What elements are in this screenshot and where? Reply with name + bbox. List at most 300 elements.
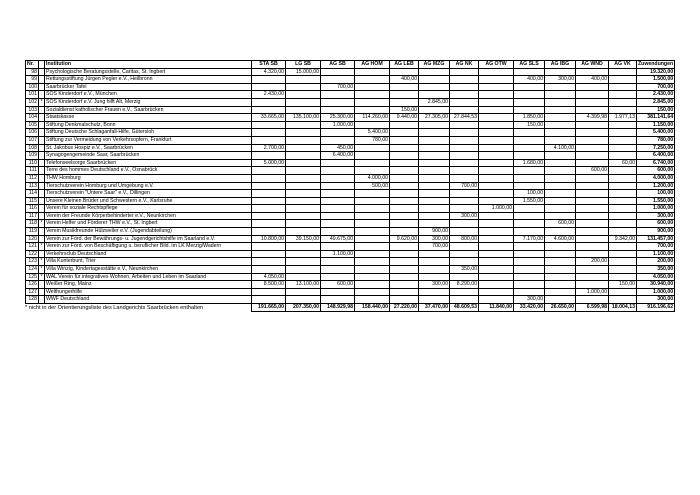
amount-cell bbox=[479, 167, 514, 175]
table-row bbox=[26, 235, 675, 243]
amount-cell bbox=[450, 296, 479, 304]
row-number: 112 bbox=[26, 174, 39, 182]
amount-cell bbox=[355, 68, 390, 76]
amount-cell: 33.665,00 bbox=[252, 114, 286, 122]
total-cell: 131.457,00 bbox=[637, 235, 675, 243]
amount-cell bbox=[390, 281, 419, 289]
column-header: LG SB bbox=[286, 61, 321, 69]
amount-cell: 300,00 bbox=[514, 296, 545, 304]
total-cell: 1.500,00 bbox=[637, 76, 675, 84]
row-number: 106 bbox=[26, 129, 39, 137]
column-total: 191.665,00 bbox=[252, 304, 286, 312]
total-cell: 200,00 bbox=[637, 258, 675, 266]
amount-cell bbox=[321, 266, 355, 274]
amount-cell bbox=[252, 129, 286, 137]
amount-cell bbox=[355, 152, 390, 160]
table-row bbox=[26, 273, 675, 281]
amount-cell bbox=[321, 212, 355, 220]
amount-cell bbox=[545, 136, 576, 144]
table-row bbox=[26, 68, 675, 76]
row-number: 118 bbox=[26, 220, 39, 228]
amount-cell bbox=[545, 266, 576, 274]
amount-cell bbox=[321, 106, 355, 114]
table-row bbox=[26, 91, 675, 99]
amount-cell: 1.850,00 bbox=[514, 114, 545, 122]
total-cell: 6.400,00 bbox=[637, 152, 675, 160]
table-row bbox=[26, 243, 675, 251]
amount-cell bbox=[355, 220, 390, 228]
amount-cell bbox=[252, 220, 286, 228]
amount-cell bbox=[576, 136, 609, 144]
amount-cell bbox=[514, 258, 545, 266]
amount-cell: 600,00 bbox=[545, 220, 576, 228]
amount-cell bbox=[479, 235, 514, 243]
amount-cell bbox=[479, 190, 514, 198]
total-cell: 900,00 bbox=[637, 228, 675, 236]
amount-cell bbox=[355, 228, 390, 236]
amount-cell bbox=[576, 296, 609, 304]
amount-cell bbox=[479, 273, 514, 281]
column-header: AG LEB bbox=[390, 61, 419, 69]
row-number: 128 bbox=[26, 296, 39, 304]
amount-cell bbox=[450, 144, 479, 152]
amount-cell: 49.675,00 bbox=[321, 235, 355, 243]
amount-cell bbox=[576, 68, 609, 76]
amount-cell bbox=[321, 68, 355, 76]
row-number: 122 bbox=[26, 250, 39, 258]
amount-cell bbox=[252, 197, 286, 205]
amount-cell bbox=[252, 258, 286, 266]
amount-cell bbox=[286, 205, 321, 213]
amount-cell bbox=[390, 296, 419, 304]
amount-cell bbox=[390, 197, 419, 205]
amount-cell bbox=[576, 243, 609, 251]
amount-cell bbox=[609, 83, 637, 91]
amount-cell bbox=[545, 167, 576, 175]
amount-cell bbox=[545, 273, 576, 281]
amount-cell bbox=[479, 228, 514, 236]
amount-cell bbox=[321, 296, 355, 304]
amount-cell bbox=[355, 212, 390, 220]
amount-cell bbox=[321, 205, 355, 213]
amount-cell bbox=[514, 182, 545, 190]
amount-cell: 900,00 bbox=[419, 228, 450, 236]
amount-cell bbox=[355, 266, 390, 274]
row-number: 99 bbox=[26, 76, 39, 84]
amount-cell bbox=[576, 235, 609, 243]
amount-cell bbox=[545, 152, 576, 160]
footnote-marker: * bbox=[40, 258, 43, 265]
amount-cell bbox=[609, 174, 637, 182]
amount-cell: 700,00 bbox=[450, 182, 479, 190]
amount-cell bbox=[419, 288, 450, 296]
table-row bbox=[26, 288, 675, 296]
amount-cell bbox=[450, 152, 479, 160]
amount-cell bbox=[514, 288, 545, 296]
amount-cell bbox=[609, 182, 637, 190]
institution-name: Saarbrücker Tafel bbox=[45, 83, 252, 91]
table-row bbox=[26, 266, 675, 274]
amount-cell bbox=[286, 174, 321, 182]
amount-cell bbox=[252, 266, 286, 274]
amount-cell bbox=[419, 197, 450, 205]
institution-name: Stiftung zur Vermeidung von Verkehrsopfern, Frankfurt bbox=[45, 136, 252, 144]
amount-cell: 780,00 bbox=[355, 136, 390, 144]
amount-cell bbox=[545, 114, 576, 122]
amount-cell bbox=[514, 243, 545, 251]
amount-cell bbox=[576, 212, 609, 220]
amount-cell bbox=[286, 266, 321, 274]
amount-cell bbox=[390, 190, 419, 198]
amount-cell bbox=[609, 205, 637, 213]
total-cell: 6.740,00 bbox=[637, 159, 675, 167]
amount-cell bbox=[390, 136, 419, 144]
amount-cell: 8.500,00 bbox=[252, 281, 286, 289]
total-cell: 1.000,00 bbox=[637, 288, 675, 296]
amount-cell bbox=[419, 91, 450, 99]
table-row bbox=[26, 159, 675, 167]
amount-cell bbox=[419, 273, 450, 281]
amount-cell bbox=[390, 174, 419, 182]
amount-cell: 600,00 bbox=[576, 167, 609, 175]
total-cell: 7.250,00 bbox=[637, 144, 675, 152]
amount-cell bbox=[355, 159, 390, 167]
amount-cell bbox=[479, 296, 514, 304]
amount-cell: 1.977,13 bbox=[609, 114, 637, 122]
amount-cell bbox=[321, 136, 355, 144]
total-cell: 1.100,00 bbox=[637, 250, 675, 258]
amount-cell bbox=[479, 144, 514, 152]
amount-cell bbox=[576, 174, 609, 182]
amount-cell bbox=[450, 190, 479, 198]
institution-name: SOS Kinderdorf e.V. Jung hilft Alt, Merzig bbox=[45, 98, 252, 106]
row-number: 120 bbox=[26, 235, 39, 243]
column-header: AG SB bbox=[321, 61, 355, 69]
amount-cell: 10.800,00 bbox=[252, 235, 286, 243]
amount-cell bbox=[321, 288, 355, 296]
amount-cell bbox=[514, 212, 545, 220]
amount-cell bbox=[419, 68, 450, 76]
amount-cell bbox=[576, 197, 609, 205]
institution-name: Verein Musikfreunde Hülzweiler e.V. (Jugendabteilung) bbox=[45, 228, 252, 236]
amount-cell bbox=[252, 190, 286, 198]
column-header: Institution bbox=[45, 61, 252, 69]
amount-cell: 39.150,00 bbox=[286, 235, 321, 243]
amount-cell bbox=[545, 98, 576, 106]
amount-cell: 2.430,00 bbox=[252, 91, 286, 99]
amount-cell bbox=[286, 98, 321, 106]
amount-cell: 300,00 bbox=[450, 212, 479, 220]
amount-cell bbox=[576, 182, 609, 190]
amount-cell bbox=[450, 68, 479, 76]
amount-cell bbox=[390, 288, 419, 296]
amount-cell bbox=[450, 197, 479, 205]
table-row bbox=[26, 258, 675, 266]
amount-cell bbox=[390, 250, 419, 258]
amount-cell bbox=[514, 152, 545, 160]
table-row bbox=[26, 121, 675, 129]
amount-cell bbox=[514, 144, 545, 152]
row-number: 119 bbox=[26, 228, 39, 236]
institution-name: Verein der Freunde Körperbehinderter e.V., Neunkirchen bbox=[45, 212, 252, 220]
amount-cell bbox=[419, 258, 450, 266]
table-row bbox=[26, 136, 675, 144]
amount-cell bbox=[545, 281, 576, 289]
row-number: 121 bbox=[26, 243, 39, 251]
amount-cell bbox=[321, 167, 355, 175]
amount-cell: 400,00 bbox=[390, 76, 419, 84]
institution-name: Tierschutzverein "Untere Saar" e.V., Dillingen bbox=[45, 190, 252, 198]
amount-cell bbox=[609, 228, 637, 236]
amount-cell bbox=[609, 129, 637, 137]
amount-cell: 60,00 bbox=[609, 159, 637, 167]
amount-cell bbox=[514, 250, 545, 258]
amount-cell: 27.305,00 bbox=[419, 114, 450, 122]
table-row bbox=[26, 220, 675, 228]
column-total: 11.840,00 bbox=[479, 304, 514, 312]
amount-cell: 300,00 bbox=[419, 281, 450, 289]
total-cell: 700,00 bbox=[637, 83, 675, 91]
amount-cell: 4.100,00 bbox=[545, 144, 576, 152]
institution-name: Verkehrsclub Deutschland bbox=[45, 250, 252, 258]
table-row bbox=[26, 98, 675, 106]
amount-cell bbox=[390, 258, 419, 266]
amount-cell bbox=[419, 212, 450, 220]
amount-cell bbox=[419, 220, 450, 228]
amount-cell bbox=[419, 174, 450, 182]
amount-cell: 1.100,00 bbox=[321, 250, 355, 258]
amount-cell bbox=[479, 197, 514, 205]
amount-cell bbox=[286, 197, 321, 205]
amount-cell bbox=[514, 273, 545, 281]
amount-cell bbox=[286, 182, 321, 190]
amount-cell bbox=[390, 266, 419, 274]
amount-cell bbox=[479, 76, 514, 84]
amount-cell bbox=[321, 190, 355, 198]
table-row bbox=[26, 83, 675, 91]
amount-cell bbox=[286, 129, 321, 137]
total-cell: 5.400,00 bbox=[637, 129, 675, 137]
institution-name: WWF Deutschland bbox=[45, 296, 252, 304]
amount-cell bbox=[576, 83, 609, 91]
amount-cell bbox=[609, 220, 637, 228]
total-cell: 350,00 bbox=[637, 266, 675, 274]
amount-cell bbox=[450, 250, 479, 258]
row-number: 123 bbox=[26, 258, 39, 266]
amount-cell: 400,00 bbox=[576, 76, 609, 84]
amount-cell: 13.100,00 bbox=[286, 281, 321, 289]
total-cell: 30.940,00 bbox=[637, 281, 675, 289]
institution-name: Villa Kunterbunt, Trier bbox=[45, 258, 252, 266]
amount-cell bbox=[390, 205, 419, 213]
amount-cell bbox=[321, 182, 355, 190]
amount-cell bbox=[545, 288, 576, 296]
amount-cell bbox=[479, 83, 514, 91]
amount-cell bbox=[609, 136, 637, 144]
amount-cell bbox=[479, 114, 514, 122]
column-header: AG SLS bbox=[514, 61, 545, 69]
amount-cell: 15.000,00 bbox=[286, 68, 321, 76]
row-number: 126 bbox=[26, 281, 39, 289]
amount-cell bbox=[545, 243, 576, 251]
total-cell: 4.050,00 bbox=[637, 273, 675, 281]
amount-cell bbox=[576, 106, 609, 114]
amount-cell bbox=[355, 76, 390, 84]
amount-cell bbox=[252, 205, 286, 213]
amount-cell bbox=[479, 121, 514, 129]
row-number: 109 bbox=[26, 152, 39, 160]
amount-cell bbox=[479, 281, 514, 289]
amount-cell bbox=[419, 159, 450, 167]
amount-cell bbox=[321, 129, 355, 137]
table-row bbox=[26, 212, 675, 220]
amount-cell: 135.100,00 bbox=[286, 114, 321, 122]
amount-cell bbox=[514, 205, 545, 213]
total-cell: 100,00 bbox=[637, 190, 675, 198]
institution-name: Verein zur Förd. der Bewährungs- u. Jugendgerichtshilfe im Saarland e.V. bbox=[45, 235, 252, 243]
column-header: AG IBG bbox=[545, 61, 576, 69]
amount-cell bbox=[355, 296, 390, 304]
amount-cell bbox=[609, 212, 637, 220]
amount-cell bbox=[286, 228, 321, 236]
table-row bbox=[26, 152, 675, 160]
amount-cell bbox=[419, 83, 450, 91]
amount-cell bbox=[514, 174, 545, 182]
amount-cell bbox=[286, 167, 321, 175]
total-cell: 700,00 bbox=[637, 243, 675, 251]
amount-cell: 7.170,00 bbox=[514, 235, 545, 243]
amount-cell: 6.400,00 bbox=[321, 152, 355, 160]
amount-cell bbox=[450, 121, 479, 129]
amount-cell bbox=[609, 68, 637, 76]
amount-cell bbox=[479, 152, 514, 160]
amount-cell bbox=[514, 83, 545, 91]
amount-cell bbox=[479, 129, 514, 137]
amount-cell bbox=[286, 190, 321, 198]
amount-cell bbox=[545, 250, 576, 258]
amount-cell bbox=[545, 212, 576, 220]
amount-cell bbox=[450, 83, 479, 91]
amount-cell: 300,00 bbox=[419, 235, 450, 243]
amount-cell bbox=[576, 220, 609, 228]
amount-cell: 4.050,00 bbox=[252, 273, 286, 281]
amount-cell bbox=[514, 266, 545, 274]
institution-name: Psychologische Beratungsstelle, Caritas, St. Ingbert bbox=[45, 68, 252, 76]
amount-cell: 5.400,00 bbox=[355, 129, 390, 137]
row-number: 114 bbox=[26, 190, 39, 198]
amount-cell bbox=[609, 250, 637, 258]
amount-cell bbox=[545, 174, 576, 182]
column-total: 26.650,00 bbox=[545, 304, 576, 312]
amount-cell bbox=[286, 83, 321, 91]
amount-cell bbox=[514, 129, 545, 137]
amount-cell bbox=[545, 91, 576, 99]
row-number: 107 bbox=[26, 136, 39, 144]
amount-cell bbox=[286, 76, 321, 84]
amount-cell bbox=[286, 220, 321, 228]
institution-name: Synagogengemeinde Saar, Saarbrücken bbox=[45, 152, 252, 160]
amount-cell bbox=[355, 235, 390, 243]
row-number: 101 bbox=[26, 91, 39, 99]
amount-cell bbox=[286, 250, 321, 258]
amount-cell: 1.000,00 bbox=[576, 288, 609, 296]
amount-cell bbox=[450, 228, 479, 236]
amount-cell: 1.680,00 bbox=[514, 159, 545, 167]
amount-cell bbox=[355, 288, 390, 296]
amount-cell bbox=[514, 228, 545, 236]
amount-cell bbox=[450, 220, 479, 228]
amount-cell bbox=[355, 121, 390, 129]
amount-cell bbox=[576, 273, 609, 281]
amount-cell bbox=[321, 228, 355, 236]
amount-cell bbox=[479, 243, 514, 251]
amount-cell: 800,00 bbox=[450, 235, 479, 243]
amount-cell bbox=[252, 212, 286, 220]
column-header: AG VK bbox=[609, 61, 637, 69]
amount-cell bbox=[286, 288, 321, 296]
amount-cell bbox=[419, 205, 450, 213]
amount-cell bbox=[355, 243, 390, 251]
institution-name: Staatskasse bbox=[45, 114, 252, 122]
amount-cell bbox=[479, 106, 514, 114]
amount-cell bbox=[609, 106, 637, 114]
amount-cell bbox=[355, 91, 390, 99]
institution-name: Telefonseelsorge Saarbrücken bbox=[45, 159, 252, 167]
column-header: AG OTW bbox=[479, 61, 514, 69]
amount-cell bbox=[321, 76, 355, 84]
row-number: 124 bbox=[26, 266, 39, 274]
amount-cell bbox=[479, 288, 514, 296]
amount-cell: 2.845,00 bbox=[419, 98, 450, 106]
table-row bbox=[26, 250, 675, 258]
amount-cell: 150,00 bbox=[390, 106, 419, 114]
amount-cell bbox=[479, 98, 514, 106]
amount-cell bbox=[545, 228, 576, 236]
amount-cell bbox=[576, 91, 609, 99]
amount-cell: 700,00 bbox=[321, 83, 355, 91]
amount-cell bbox=[390, 121, 419, 129]
institution-name: Rettungsstiftung Jürgen Pegler e.V., Heilbronn bbox=[45, 76, 252, 84]
amount-cell bbox=[286, 106, 321, 114]
amount-cell bbox=[355, 281, 390, 289]
amount-cell bbox=[252, 296, 286, 304]
amount-cell bbox=[355, 273, 390, 281]
amount-cell bbox=[514, 68, 545, 76]
amount-cell bbox=[450, 174, 479, 182]
amount-cell bbox=[514, 167, 545, 175]
institution-name: Weißer Ring, Mainz bbox=[45, 281, 252, 289]
amount-cell bbox=[609, 167, 637, 175]
amount-cell bbox=[545, 159, 576, 167]
amount-cell bbox=[355, 205, 390, 213]
column-total: 6.599,98 bbox=[576, 304, 609, 312]
amount-cell bbox=[609, 266, 637, 274]
amount-cell bbox=[609, 144, 637, 152]
amount-cell: 4.600,00 bbox=[545, 235, 576, 243]
amount-cell bbox=[390, 152, 419, 160]
table-row bbox=[26, 182, 675, 190]
amount-cell: 25.300,00 bbox=[321, 114, 355, 122]
amount-cell bbox=[609, 258, 637, 266]
amount-cell bbox=[514, 98, 545, 106]
amount-cell bbox=[419, 136, 450, 144]
amount-cell bbox=[419, 167, 450, 175]
amount-cell bbox=[286, 91, 321, 99]
amount-cell: 114.260,00 bbox=[355, 114, 390, 122]
institution-name: WAL Verein für integratives Wohnen, Arbeiten und Leben im Saarland bbox=[45, 273, 252, 281]
amount-cell: 700,00 bbox=[419, 243, 450, 251]
institution-name: Verein für soziale Rechtspflege bbox=[45, 205, 252, 213]
